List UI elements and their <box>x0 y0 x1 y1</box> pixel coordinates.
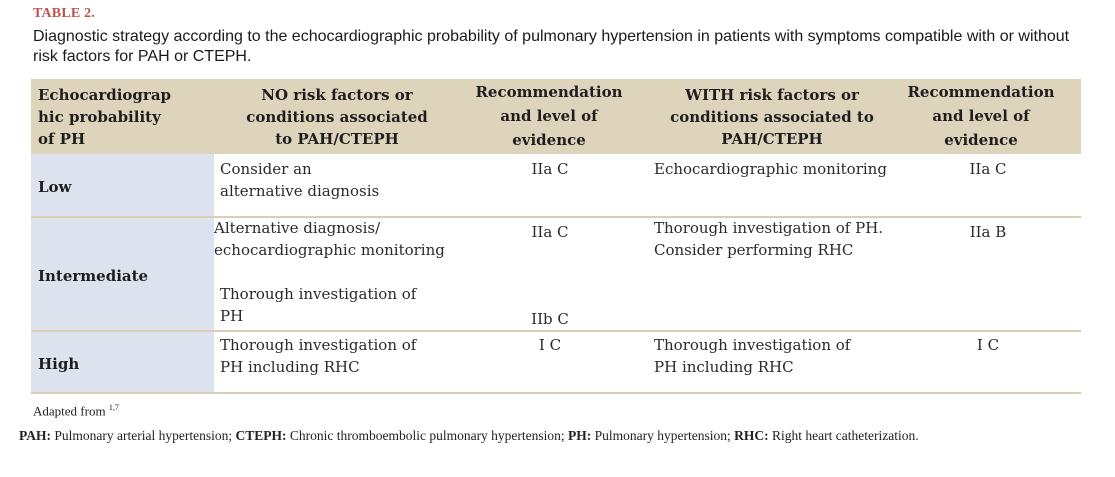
abbrev-definition: Right heart catheterization. <box>772 428 919 443</box>
header-line: NO risk factors or <box>261 86 413 104</box>
row-rule <box>31 392 1081 394</box>
header-line: and level of <box>932 107 1030 125</box>
header-recommendation-with-risk <box>900 80 1062 152</box>
cell-line: Thorough investigation of <box>654 336 851 354</box>
cell-line: Consider performing RHC <box>654 241 854 259</box>
adapted-from-note <box>33 403 119 419</box>
cell-line: PH including RHC <box>654 358 794 376</box>
intermediate-with-risk-strategy <box>654 217 904 261</box>
low-with-risk-level: IIa C <box>969 160 1007 178</box>
abbrev-term: CTEPH: <box>235 428 287 443</box>
high-with-risk-level: I C <box>976 336 1000 354</box>
header-recommendation-no-risk <box>468 80 630 152</box>
high-no-risk-level: I C <box>538 336 562 354</box>
abbrev-definition: Pulmonary arterial hypertension; <box>54 428 233 443</box>
header-line: PAH/CTEPH <box>721 130 823 148</box>
low-no-risk-level: IIa C <box>531 160 569 178</box>
intermediate-no-risk-strategy-b <box>220 283 460 327</box>
row-rule <box>31 216 1081 218</box>
header-line: evidence <box>944 131 1018 149</box>
row-label-low: Low <box>38 178 72 196</box>
cell-line: alternative diagnosis <box>220 182 380 200</box>
cell-line: Thorough investigation of <box>220 336 417 354</box>
abbrev-term: PAH: <box>19 428 51 443</box>
header-echo-probability <box>38 84 208 150</box>
header-with-risk <box>652 84 892 150</box>
abbrev-definition: Pulmonary hypertension; <box>594 428 731 443</box>
header-line: conditions associated <box>246 108 428 126</box>
high-with-risk-strategy <box>654 334 904 378</box>
header-line: WITH risk factors or <box>685 86 859 104</box>
cell-line: echocardiographic monitoring <box>214 241 445 259</box>
header-line: Recommendation <box>475 83 623 101</box>
low-with-risk-strategy <box>654 158 904 180</box>
intermediate-no-risk-level-b: IIb C <box>531 310 569 328</box>
cell-line: Consider an <box>220 160 312 178</box>
row-rule <box>31 330 1081 332</box>
intermediate-with-risk-level: IIa B <box>969 223 1007 241</box>
high-no-risk-strategy <box>220 334 460 378</box>
header-line: evidence <box>512 131 586 149</box>
abbrev-term: PH: <box>568 428 592 443</box>
abbrev-definition: Chronic thromboembolic pulmonary hypertension; <box>289 428 565 443</box>
cell-line: Thorough investigation of PH. <box>654 219 884 237</box>
row-label-intermediate: Intermediate <box>38 267 149 285</box>
cell-line: Echocardiographic monitoring <box>654 160 887 178</box>
intermediate-no-risk-strategy-a <box>214 217 464 261</box>
header-line: hic probability <box>38 108 161 126</box>
header-line: Recommendation <box>907 83 1055 101</box>
cell-line: Thorough investigation of <box>220 285 417 303</box>
low-no-risk-strategy <box>220 158 460 202</box>
header-line: conditions associated to <box>670 108 874 126</box>
abbreviations-footnote <box>19 420 1097 451</box>
intermediate-no-risk-level-a: IIa C <box>531 223 569 241</box>
header-line: of PH <box>38 130 86 148</box>
reference-superscript: 1,7 <box>108 403 119 412</box>
table-label: TABLE 2. <box>33 6 96 21</box>
row-label-high: High <box>38 355 80 373</box>
header-line: to PAH/CTEPH <box>275 130 399 148</box>
adapted-from-text: Adapted from <box>33 403 106 419</box>
header-no-risk <box>214 84 460 150</box>
table-caption: Diagnostic strategy according to the echocardiographic probability of pulmonary hypertension in patients with symptoms compatible with or without risk factors for PAH or CTEPH. <box>33 28 1070 65</box>
header-line: Echocardiograp <box>38 86 172 104</box>
cell-line: PH including RHC <box>220 358 360 376</box>
abbrev-term: RHC: <box>734 428 769 443</box>
cell-line: PH <box>220 307 244 325</box>
header-line: and level of <box>500 107 598 125</box>
cell-line: Alternative diagnosis/ <box>214 219 381 237</box>
